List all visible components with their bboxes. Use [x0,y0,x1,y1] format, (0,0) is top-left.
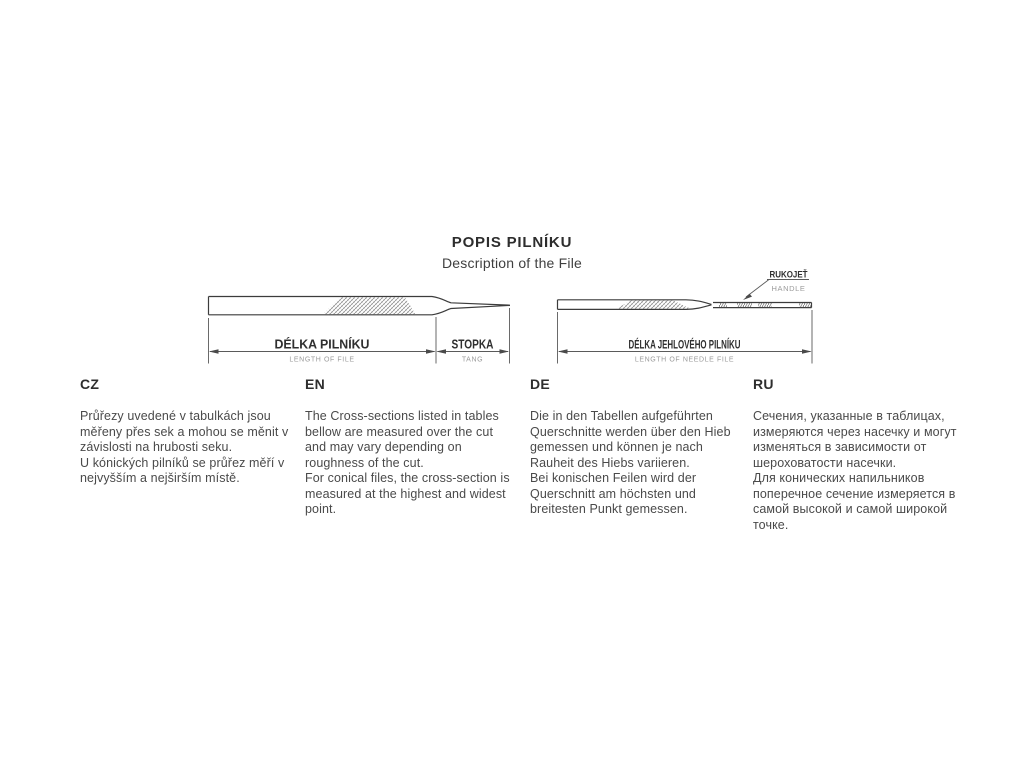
lang-paragraph: Die in den Tabellen aufgeführten Querschnitte werden über den Hieb gemessen und können je nach Rauheit des Hiebs variieren. [530,409,731,470]
lang-heading-de: DE [530,376,551,392]
lang-paragraph: For conical files, the cross-section is measured at the highest and widest point. [305,471,510,516]
flat-file-cut-hatch [323,297,416,314]
lang-column-en [305,376,517,518]
needle-file-handle [713,303,812,308]
lang-column-de [530,376,742,518]
needle-file-cut-hatch [616,300,691,309]
flat-file-tang-sublabel: TANG [461,356,484,364]
handle-knurl-band [719,303,727,308]
lang-paragraph: The Cross-sections listed in tables bellow are measured over the cut and may vary depending on roughness of the cut. [305,409,499,470]
lang-paragraph: Bei konischen Feilen wird der Querschnitt am höchsten und breitesten Punkt gemessen. [530,471,697,516]
lang-paragraph: Průřezy uvedené v tabulkách jsou měřeny přes sek a mohou se měnit v závislosti na hrubosti seku. [80,409,289,454]
dimension-tang [436,338,509,364]
lang-column-cz [80,376,292,487]
dimension-length-of-file [209,337,436,364]
lang-heading-en: EN [305,376,326,392]
lang-paragraph: U kónických pilníků se průřez měří v nejvyšším a nejširším místě. [80,455,285,485]
lang-heading-cz: CZ [80,376,100,392]
flat-file-drawing [209,297,511,364]
lang-paragraph: Для конических напильников поперечное сечение измеряется в самой высокой и самой широкой точке. [753,471,956,532]
needle-file-handle-label: RUKOJEŤ [769,269,815,281]
handle-callout [743,269,815,301]
needle-file-drawing [558,269,813,364]
handle-knurl-band [799,303,812,308]
page-title: POPIS PILNÍKU [451,234,573,251]
dimension-length-of-needle-file [558,337,812,364]
handle-knurl-band [737,303,752,308]
needle-file-length-label: DÉLKA JEHLOVÉHO PILNÍKU [628,337,799,352]
needle-file-handle-sublabel: HANDLE [771,284,806,293]
flat-file-tang-label: STOPKA [451,337,494,352]
handle-knurl-band [758,303,772,308]
lang-paragraph: Сечения, указанные в таблицах, измеряются через насечку и могут изменяться в зависимости от шероховатости насечки. [753,409,957,470]
flat-file-length-label: DÉLKA PILNÍKU [274,337,371,352]
flat-file-extension-lines [209,308,510,364]
lang-column-ru [753,376,968,533]
page-subtitle: Description of the File [442,255,582,271]
lang-heading-ru: RU [753,376,774,392]
flat-file-length-sublabel: LENGTH OF FILE [289,356,355,364]
needle-file-length-sublabel: LENGTH OF NEEDLE FILE [634,356,735,364]
